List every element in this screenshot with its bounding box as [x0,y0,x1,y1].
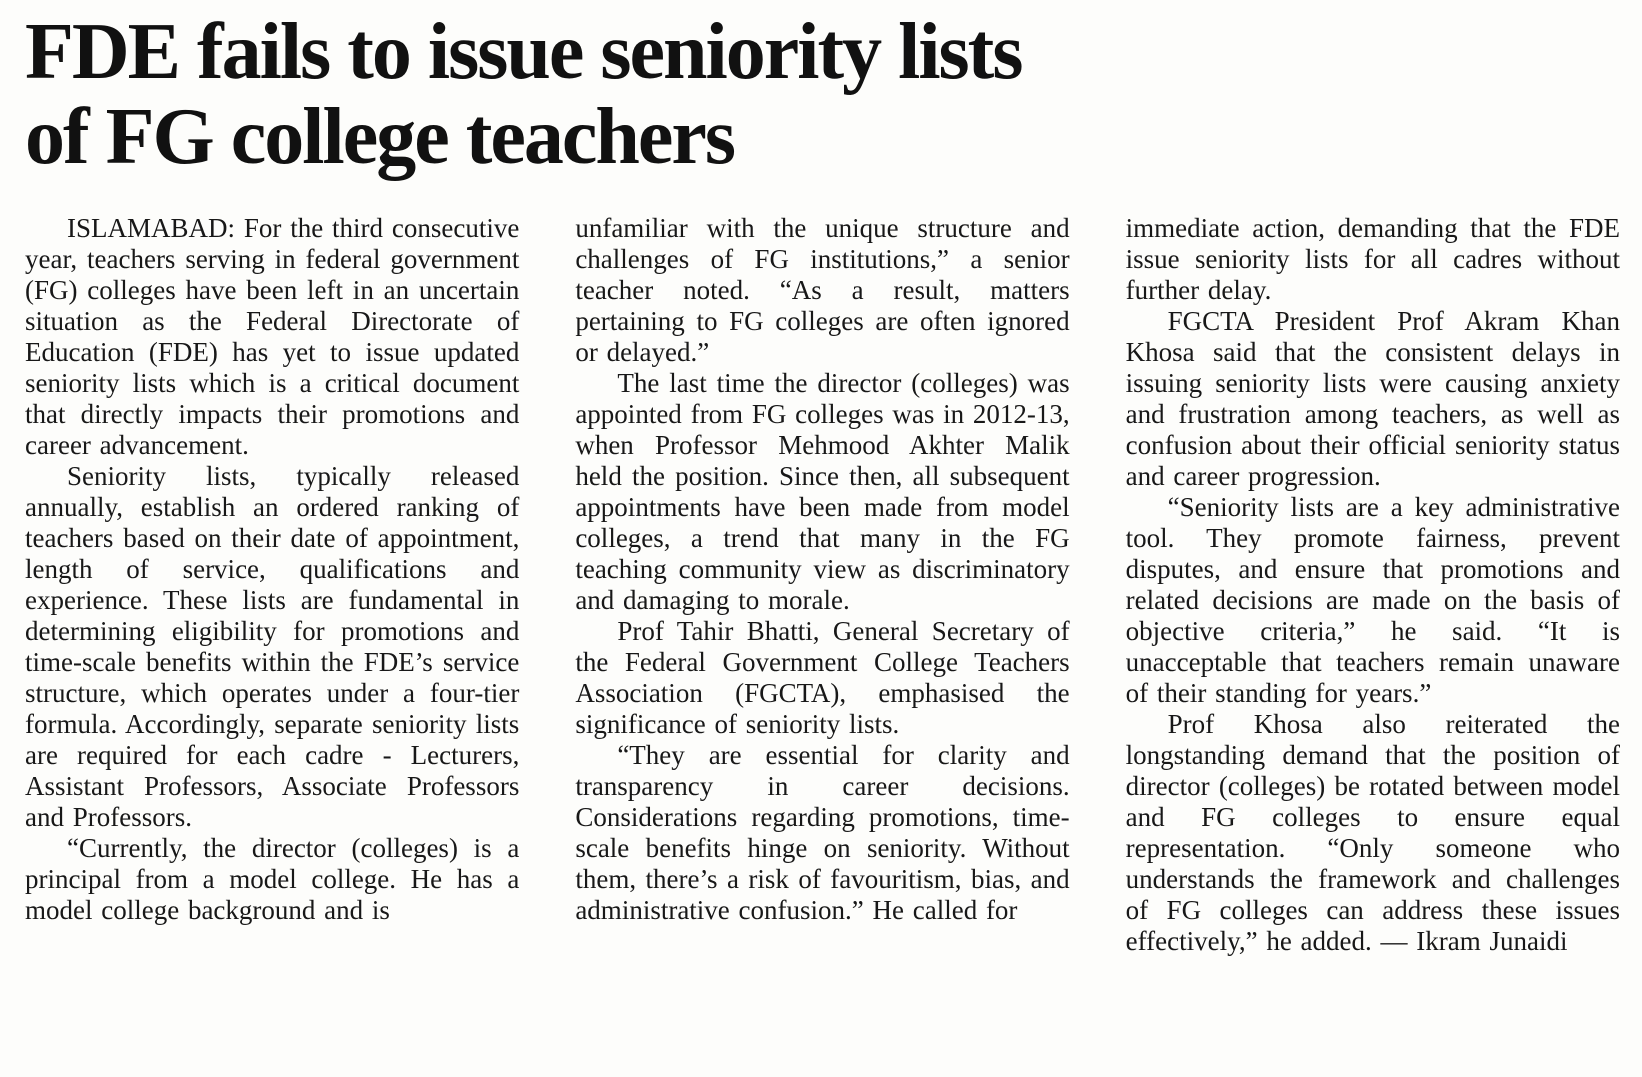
headline-line-2: of FG college teachers [25,93,735,181]
article-column-1 [25,213,519,1061]
article-paragraph: Prof Tahir Bhatti, General Secretary of the Federal Government College Teachers Association (FGCTA), emphasised the significance of seniority lists. [575,616,1070,739]
article-paragraph: “They are essential for clarity and transparency in career decisions. Considerations regarding promotions, time-scale benefits hinge on seniority. Without them, there’s a risk of favouritism, bias, and administrative confusion.” He called for [575,740,1070,925]
article-paragraph: ISLAMABAD: For the third consecutive year, teachers serving in federal government (FG) colleges have been left in an uncertain situation as the Federal Directorate of Education (FDE) has yet to issue updated seniority lists which is a critical document that directly impacts their promotions and career advancement. [25,213,520,460]
article-paragraph-continuation: immediate action, demanding that the FDE issue seniority lists for all cadres without further delay. [1125,213,1620,305]
headline-line-1: FDE fails to issue seniority lists [25,8,1022,96]
article-column-3 [1126,213,1620,1061]
article-paragraph-with-byline: Prof Khosa also reiterated the longstanding demand that the position of director (colleges) be rotated between model and FG colleges to ensure equal representation. “Only someone who understands the framework and challenges of FG colleges can address these issues effectively,” he added. — Ikram Junaidi [1125,709,1620,956]
article-paragraph: “Seniority lists are a key administrative tool. They promote fairness, prevent disputes, and ensure that promotions and related decisions are made on the basis of objective criteria,” he said. “It is unacceptable that teachers remain unaware of their standing for years.” [1125,492,1620,708]
article-body [25,213,1620,1061]
article-paragraph: “Currently, the director (colleges) is a principal from a model college. He has a model college background and is [25,833,520,925]
article-paragraph: Seniority lists, typically released annually, establish an ordered ranking of teachers based on their date of appointment, length of service, qualifications and experience. These lists are fundamental in determining eligibility for promotions and time-scale benefits within the FDE’s service structure, which operates under a four-tier formula. Accordingly, separate seniority lists are required for each cadre - Lecturers, Assistant Professors, Associate Professors and Professors. [25,461,520,832]
article-paragraph: The last time the director (colleges) was appointed from FG colleges was in 2012-13, when Professor Mehmood Akhter Malik held the position. Since then, all subsequent appointments have been made from model colleges, a trend that many in the FG teaching community view as discriminatory and damaging to morale. [575,368,1070,615]
article-paragraph-continuation: unfamiliar with the unique structure and challenges of FG institutions,” a senior teacher noted. “As a result, matters pertaining to FG colleges are often ignored or delayed.” [575,213,1070,367]
article-paragraph: FGCTA President Prof Akram Khan Khosa said that the consistent delays in issuing seniority lists were causing anxiety and frustration among teachers, as well as confusion about their official seniority status and career progression. [1125,306,1620,491]
article-headline [25,10,1021,180]
article-column-2 [575,213,1069,1061]
